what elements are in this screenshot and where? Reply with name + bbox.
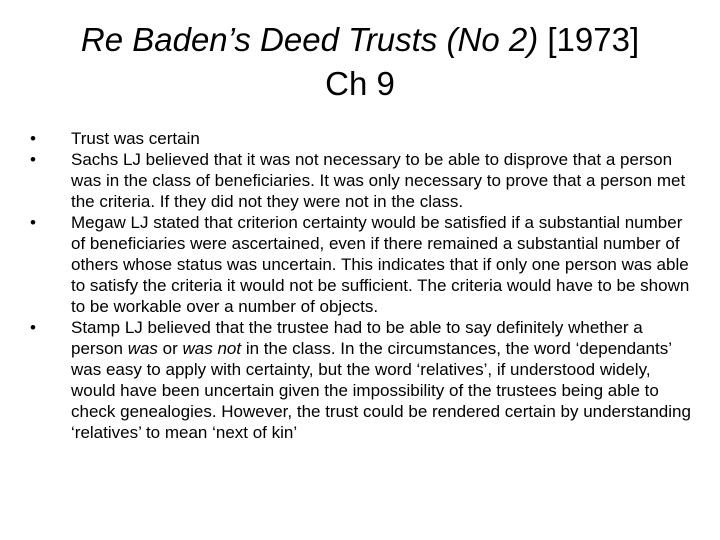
bullet-text-part: Stamp LJ believed that the trustee had to be able to say definitely whether a person [71,318,643,358]
bullet-text: Sachs LJ believed that it was not necessary to be able to disprove that a person was in the class of beneficiaries. It was only necessary to prove that a person met the criteria. If they did not they were not in the class. [71,150,686,211]
bullet-icon: • [30,213,36,232]
bullet-text-part: in the class. In the circumstances, the word ‘dependants’ was easy to apply with certainty, but the word ‘relatives’, if understood widely, would have been uncertain given the impossibility of the trustees being able to check genealogies. However, the trust could be rendered certain by understanding ‘relatives’ to mean ‘next of kin’ [71,339,691,442]
emphasis-was: was [127,339,158,358]
list-item [30,317,696,443]
citation-year: [1973] [547,21,640,58]
bullet-text: Megaw LJ stated that criterion certainty would be satisfied if a substantial number of beneficiaries were ascertained, even if there remained a substantial number of others whose status was uncertain. This indicates that if only one person was able to satisfy the criteria it would not be sufficient. The criteria would have to be shown to be workable over a number of objects. [71,213,690,316]
citation-report: Ch 9 [325,65,395,102]
bullet-text [71,318,691,442]
list-item [30,149,696,212]
emphasis-was-not: was not [182,339,242,358]
bullet-icon: • [30,318,36,337]
bullet-list [30,128,696,443]
case-name: Re Baden’s Deed Trusts (No 2) [80,21,539,58]
bullet-icon: • [30,129,36,148]
bullet-text: Trust was certain [71,129,200,148]
bullet-icon: • [30,150,36,169]
slide-title [30,18,690,106]
list-item [30,128,696,149]
list-item [30,212,696,317]
title-line-1 [30,18,690,62]
bullet-text-part: or [157,339,183,358]
